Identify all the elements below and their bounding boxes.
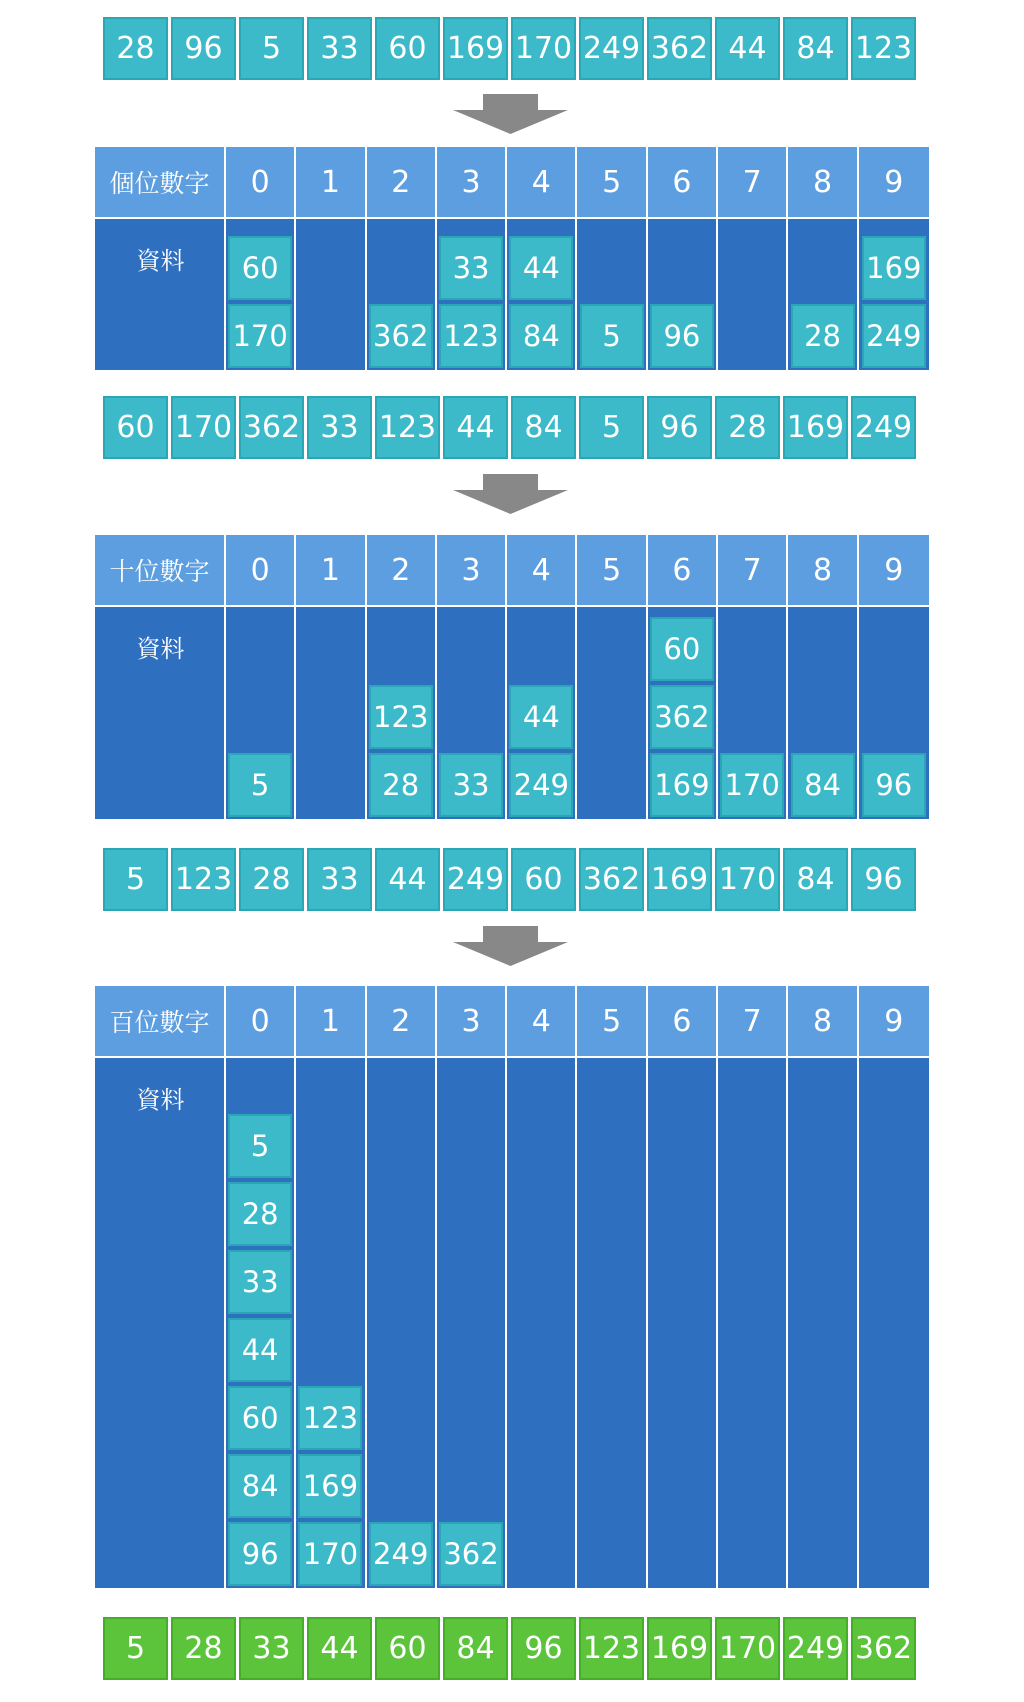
bucket-6	[648, 1058, 718, 1588]
digit-header: 1	[296, 535, 366, 605]
digit-header: 5	[577, 535, 647, 605]
bucket-0	[226, 607, 296, 819]
array-cell: 249	[579, 17, 644, 80]
bucket-8	[788, 607, 858, 819]
bucket-7	[718, 1058, 788, 1588]
array-cell: 28	[239, 848, 304, 911]
digit-header: 9	[859, 986, 929, 1056]
bucket-item: 60	[228, 1386, 292, 1450]
bucket-item: 362	[650, 685, 714, 749]
array-cell: 96	[647, 396, 712, 459]
array-cell: 60	[375, 17, 440, 80]
array-cell: 5	[239, 17, 304, 80]
bucket-item: 5	[580, 304, 644, 368]
bucket-item: 169	[650, 753, 714, 817]
array-cell: 33	[307, 848, 372, 911]
array-cell: 44	[375, 848, 440, 911]
bucket-3	[437, 607, 507, 819]
digit-header: 7	[718, 986, 788, 1056]
array-cell: 28	[171, 1617, 236, 1680]
bucket-item: 5	[228, 1114, 292, 1178]
array-cell: 60	[511, 848, 576, 911]
bucket-item: 33	[439, 236, 503, 300]
digit-header: 5	[577, 147, 647, 217]
digit-header: 8	[788, 535, 858, 605]
digit-header: 6	[648, 147, 718, 217]
bucket-item: 96	[228, 1522, 292, 1586]
bucket-item: 249	[862, 304, 926, 368]
array-cell: 96	[851, 848, 916, 911]
array-cell: 362	[579, 848, 644, 911]
bucket-item: 28	[791, 304, 855, 368]
bucket-item: 170	[720, 753, 784, 817]
digit-header: 6	[648, 535, 718, 605]
array-cell: 123	[171, 848, 236, 911]
digit-place-header: 十位數字	[95, 535, 226, 605]
initial-array	[103, 17, 919, 80]
bucket-item: 96	[862, 753, 926, 817]
bucket-8	[788, 1058, 858, 1588]
data-label-column	[95, 1058, 226, 1588]
array-cell: 60	[103, 396, 168, 459]
array-cell: 249	[783, 1617, 848, 1680]
bucket-item: 96	[650, 304, 714, 368]
bucket-1	[296, 607, 366, 819]
bucket-4	[507, 219, 577, 370]
bucket-item: 123	[298, 1386, 362, 1450]
bucket-6	[648, 607, 718, 819]
digit-header: 2	[367, 535, 437, 605]
bucket-4	[507, 607, 577, 819]
bucket-2	[367, 1058, 437, 1588]
array-cell: 84	[511, 396, 576, 459]
digit-header: 0	[226, 986, 296, 1056]
digit-header: 3	[437, 147, 507, 217]
digit-header: 9	[859, 147, 929, 217]
array-cell: 5	[103, 848, 168, 911]
array-cell: 169	[783, 396, 848, 459]
bucket-0	[226, 219, 296, 370]
bucket-5	[577, 1058, 647, 1588]
bucket-item: 170	[298, 1522, 362, 1586]
bucket-item: 169	[862, 236, 926, 300]
array-cell: 33	[239, 1617, 304, 1680]
bucket-9	[859, 219, 929, 370]
bucket-9	[859, 1058, 929, 1588]
array-cell: 170	[715, 848, 780, 911]
array-cell: 33	[307, 396, 372, 459]
bucket-item: 60	[228, 236, 292, 300]
digit-header: 7	[718, 147, 788, 217]
digit-header: 2	[367, 986, 437, 1056]
array-after-tens-pass	[103, 848, 919, 911]
bucket-0	[226, 1058, 296, 1588]
bucket-item: 84	[228, 1454, 292, 1518]
ones-digit-table	[95, 147, 929, 370]
bucket-9	[859, 607, 929, 819]
data-label-column	[95, 607, 226, 819]
data-label-column	[95, 219, 226, 370]
digit-header: 8	[788, 986, 858, 1056]
array-cell: 84	[783, 17, 848, 80]
bucket-item: 249	[509, 753, 573, 817]
array-cell: 362	[239, 396, 304, 459]
bucket-2	[367, 607, 437, 819]
bucket-5	[577, 607, 647, 819]
array-cell: 169	[647, 848, 712, 911]
bucket-6	[648, 219, 718, 370]
digit-header: 4	[507, 535, 577, 605]
data-label: 資料	[136, 1086, 185, 1114]
bucket-1	[296, 1058, 366, 1588]
tens-digit-table	[95, 535, 929, 819]
array-cell: 170	[715, 1617, 780, 1680]
bucket-7	[718, 607, 788, 819]
data-label: 資料	[136, 635, 185, 663]
array-cell: 96	[171, 17, 236, 80]
bucket-item: 33	[439, 753, 503, 817]
digit-header: 2	[367, 147, 437, 217]
array-cell: 170	[511, 17, 576, 80]
bucket-item: 169	[298, 1454, 362, 1518]
array-cell: 33	[307, 17, 372, 80]
array-cell: 84	[783, 848, 848, 911]
array-cell: 44	[715, 17, 780, 80]
digit-header: 6	[648, 986, 718, 1056]
digit-place-header: 百位數字	[95, 986, 226, 1056]
bucket-item: 362	[369, 304, 433, 368]
bucket-item: 44	[228, 1318, 292, 1382]
bucket-item: 362	[439, 1522, 503, 1586]
array-cell: 362	[647, 17, 712, 80]
bucket-2	[367, 219, 437, 370]
digit-header: 4	[507, 986, 577, 1056]
array-cell: 170	[171, 396, 236, 459]
bucket-item: 249	[369, 1522, 433, 1586]
digit-header: 9	[859, 535, 929, 605]
array-cell: 96	[511, 1617, 576, 1680]
digit-header: 0	[226, 535, 296, 605]
bucket-item: 84	[791, 753, 855, 817]
digit-header: 0	[226, 147, 296, 217]
bucket-item: 44	[509, 685, 573, 749]
bucket-item: 28	[228, 1182, 292, 1246]
bucket-item: 60	[650, 617, 714, 681]
bucket-3	[437, 1058, 507, 1588]
final-sorted-array	[103, 1617, 919, 1680]
bucket-4	[507, 1058, 577, 1588]
bucket-3	[437, 219, 507, 370]
array-cell: 123	[579, 1617, 644, 1680]
array-cell: 362	[851, 1617, 916, 1680]
array-cell: 249	[443, 848, 508, 911]
down-arrow-icon	[453, 94, 568, 134]
bucket-item: 44	[509, 236, 573, 300]
down-arrow-icon	[453, 926, 568, 966]
bucket-item: 123	[439, 304, 503, 368]
array-cell: 5	[579, 396, 644, 459]
bucket-7	[718, 219, 788, 370]
bucket-item: 84	[509, 304, 573, 368]
array-cell: 249	[851, 396, 916, 459]
down-arrow-icon	[453, 474, 568, 514]
array-cell: 123	[375, 396, 440, 459]
digit-header: 1	[296, 147, 366, 217]
array-cell: 28	[103, 17, 168, 80]
array-cell: 84	[443, 1617, 508, 1680]
bucket-item: 33	[228, 1250, 292, 1314]
digit-header: 7	[718, 535, 788, 605]
array-cell: 169	[443, 17, 508, 80]
hundreds-digit-table	[95, 986, 929, 1588]
bucket-item: 28	[369, 753, 433, 817]
array-cell: 60	[375, 1617, 440, 1680]
digit-header: 1	[296, 986, 366, 1056]
bucket-item: 170	[228, 304, 292, 368]
array-cell: 123	[851, 17, 916, 80]
array-cell: 44	[307, 1617, 372, 1680]
digit-place-header: 個位數字	[95, 147, 226, 217]
bucket-1	[296, 219, 366, 370]
bucket-item: 123	[369, 685, 433, 749]
digit-header: 3	[437, 535, 507, 605]
digit-header: 8	[788, 147, 858, 217]
array-cell: 44	[443, 396, 508, 459]
bucket-8	[788, 219, 858, 370]
digit-header: 4	[507, 147, 577, 217]
bucket-5	[577, 219, 647, 370]
array-after-ones-pass	[103, 396, 919, 459]
digit-header: 5	[577, 986, 647, 1056]
array-cell: 169	[647, 1617, 712, 1680]
bucket-item: 5	[228, 753, 292, 817]
data-label: 資料	[136, 247, 185, 275]
digit-header: 3	[437, 986, 507, 1056]
array-cell: 28	[715, 396, 780, 459]
array-cell: 5	[103, 1617, 168, 1680]
